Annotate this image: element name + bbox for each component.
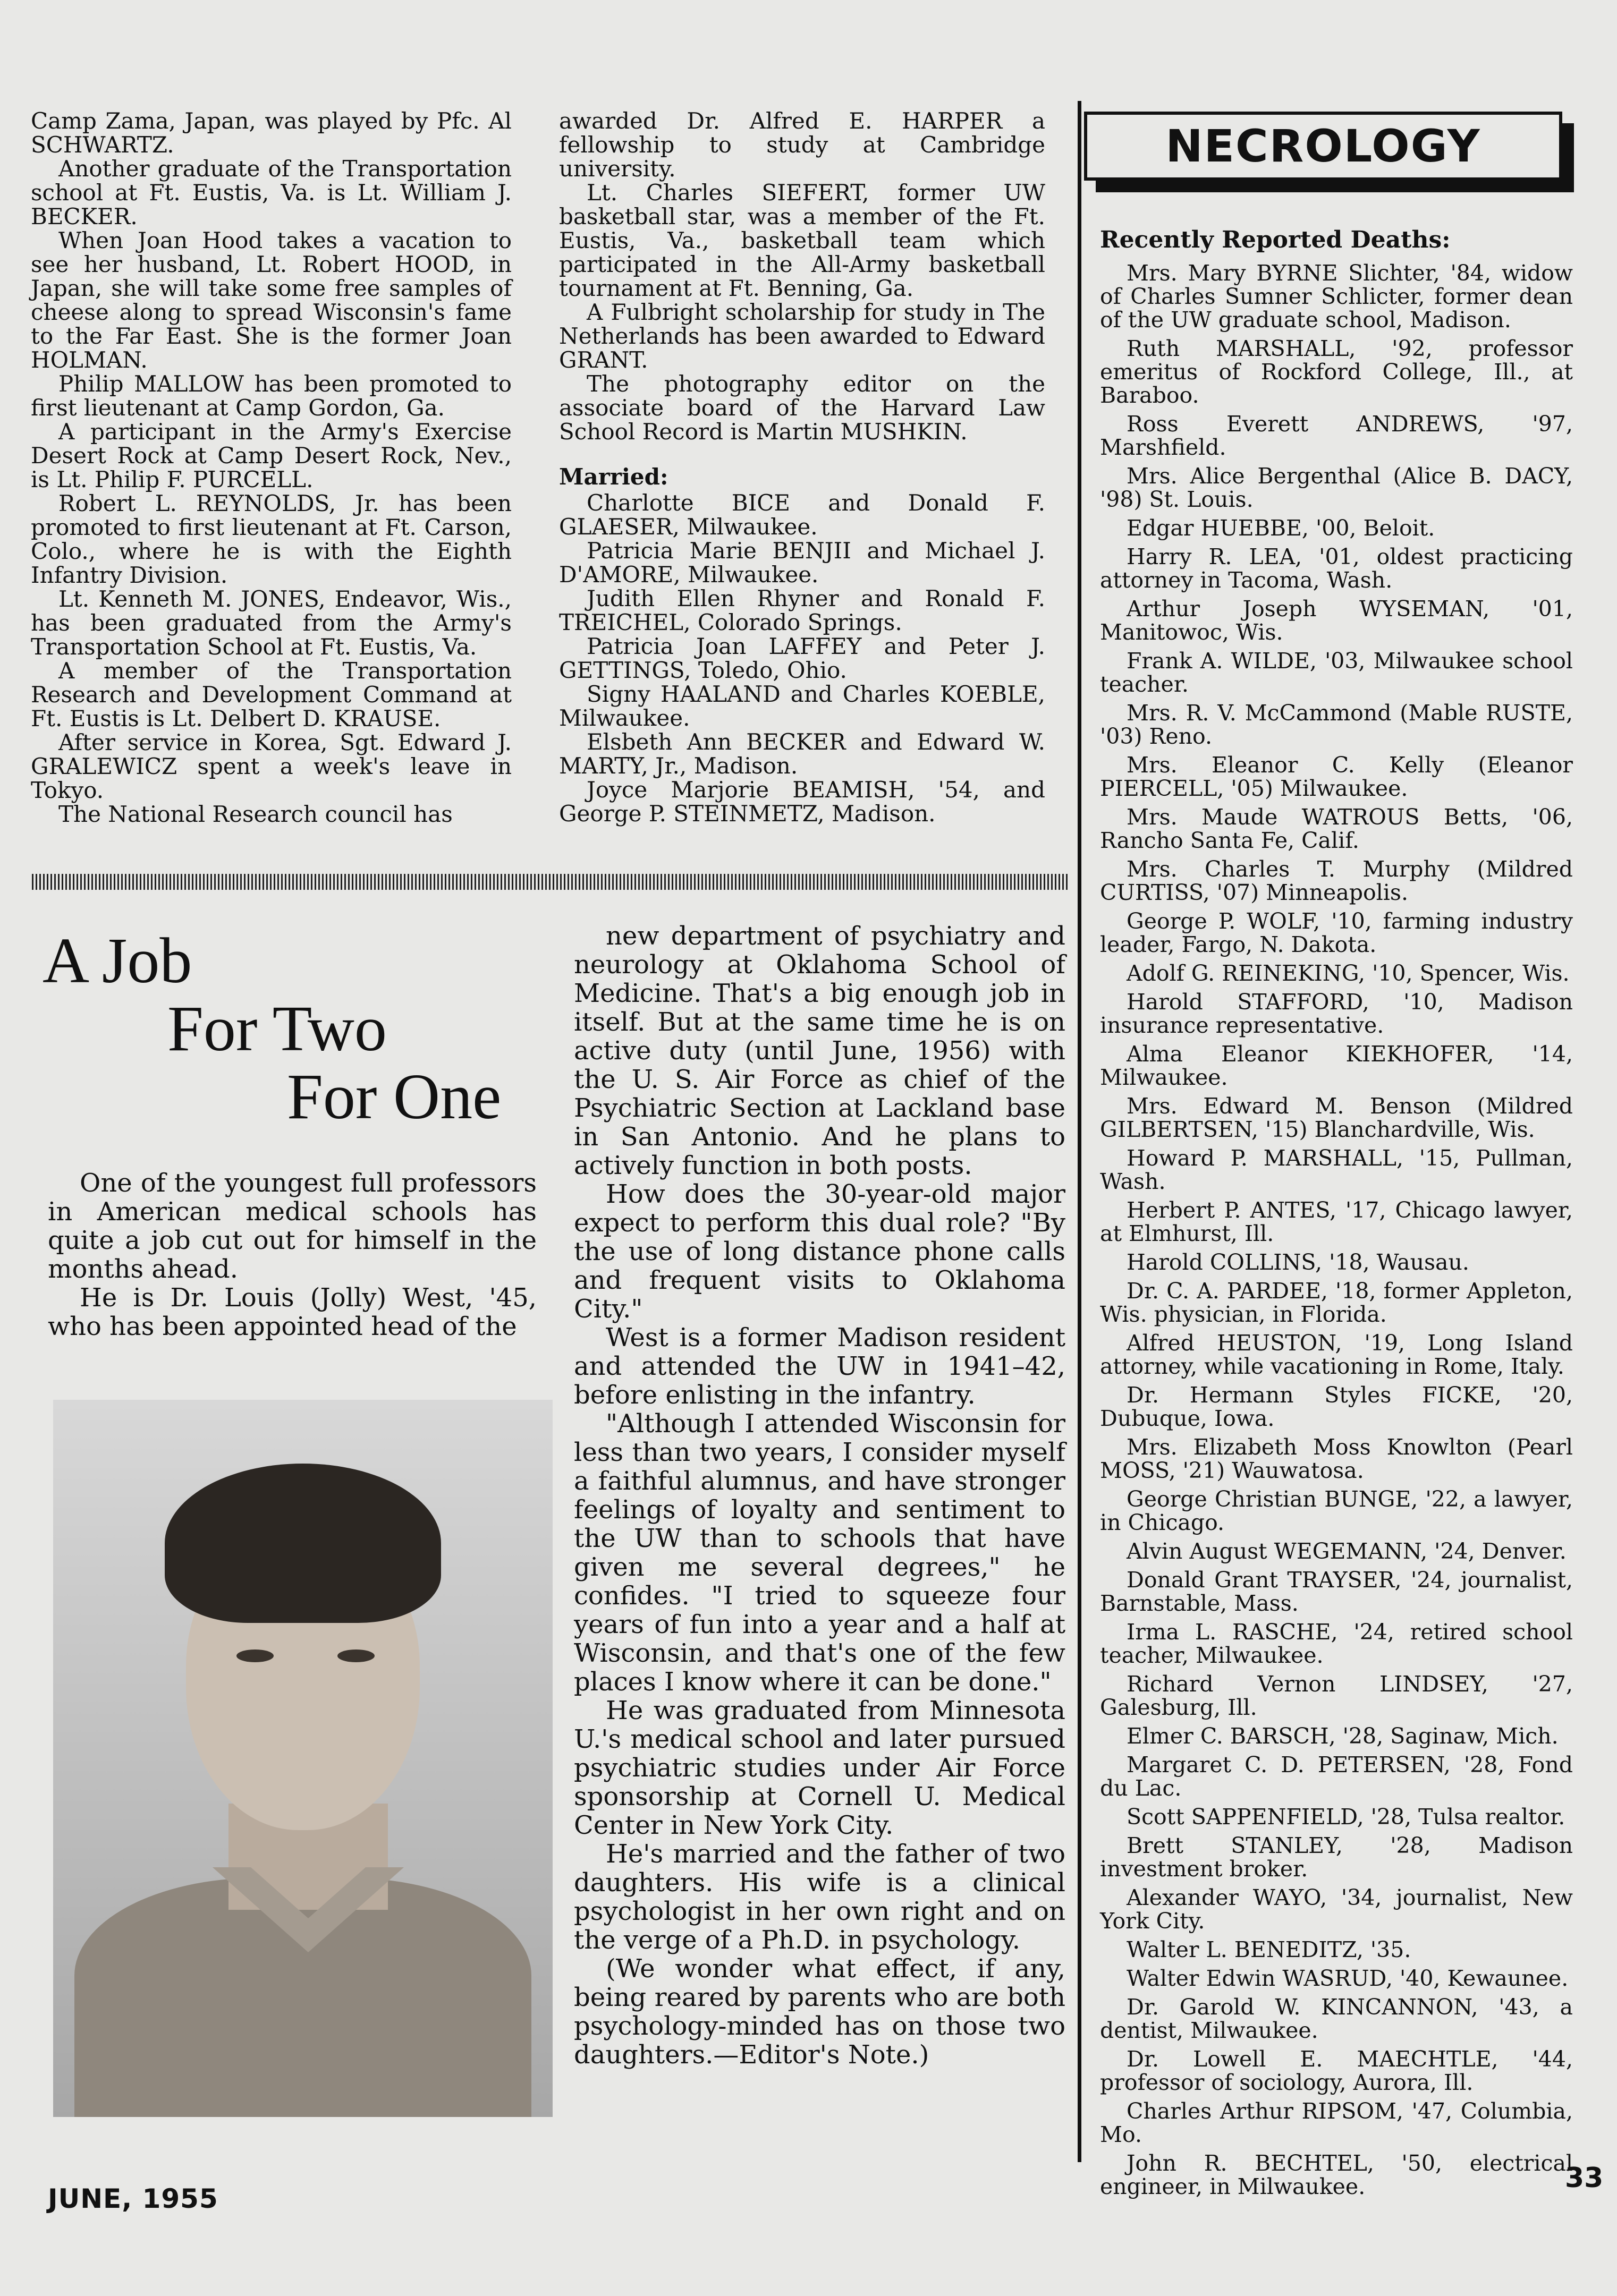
necrology-entry: John R. BECHTEL, '50, electrical engineer, in Milwaukee. (1100, 2150, 1573, 2199)
news-paragraph: Lt. Charles SIEFERT, former UW basketball star, was a member of the Ft. Eustis, Va., basketball team which participated in the All-Army basketball tournament at Ft. Benning, Ga. (559, 180, 1045, 301)
necrology-entry: Mrs. R. V. McCammond (Mable RUSTE, '03) Reno. (1100, 700, 1573, 749)
page-number: 33 (1565, 2162, 1604, 2194)
necrology-entry: Charles Arthur RIPSOM, '47, Columbia, Mo. (1100, 2098, 1573, 2147)
news-paragraph: Another graduate of the Transportation school at Ft. Eustis, Va. is Lt. William J. BECKER. (31, 156, 512, 229)
necrology-entry: Margaret C. D. PETERSEN, '28, Fond du Lac. (1100, 1752, 1573, 1801)
news-column-2 (559, 109, 1045, 826)
intro-paragraph: One of the youngest full professors in American medical schools has quite a job cut out for himself in the months ahead. (48, 1168, 537, 1284)
necrology-entry: Donald Grant TRAYSER, '24, journalist, Barnstable, Mass. (1100, 1567, 1573, 1616)
necrology-entry: Alexander WAYO, '34, journalist, New York City. (1100, 1885, 1573, 1934)
news-paragraph: Lt. Kenneth M. JONES, Endeavor, Wis., has been graduated from the Army's Transportation School at Ft. Eustis, Va. (31, 586, 512, 660)
headline-line-1: A Job (43, 925, 192, 997)
necrology-entry: Mrs. Charles T. Murphy (Mildred CURTISS, '07) Minneapolis. (1100, 856, 1573, 905)
body-paragraph: (We wonder what effect, if any, being reared by parents who are both psychology-minded has on those two daughters.—Editor's Note.) (574, 1954, 1065, 2070)
necrology-title: NECROLOGY (1165, 120, 1481, 172)
necrology-entry: Dr. C. A. PARDEE, '18, former Appleton, Wis. physician, in Florida. (1100, 1278, 1573, 1327)
necrology-entry: Richard Vernon LINDSEY, '27, Galesburg, Ill. (1100, 1671, 1573, 1720)
article-intro (48, 1169, 537, 1341)
married-entry: Joyce Marjorie BEAMISH, '54, and George P. STEINMETZ, Madison. (559, 777, 1045, 827)
issue-date: JUNE, 1955 (48, 2183, 218, 2214)
necrology-entry: Ruth MARSHALL, '92, professor emeritus of Rockford College, Ill., at Baraboo. (1100, 336, 1573, 408)
necrology-entry: Mrs. Mary BYRNE Slichter, '84, widow of Charles Sumner Schlicter, former dean of the UW graduate school, Madison. (1100, 260, 1573, 333)
necrology-entry: Howard P. MARSHALL, '15, Pullman, Wash. (1100, 1145, 1573, 1194)
married-entry: Patricia Joan LAFFEY and Peter J. GETTINGS, Toledo, Ohio. (559, 633, 1045, 683)
news-column-1 (31, 109, 512, 826)
necrology-entry: George P. WOLF, '10, farming industry leader, Fargo, N. Dakota. (1100, 908, 1573, 957)
necrology-entry: Mrs. Maude WATROUS Betts, '06, Rancho Santa Fe, Calif. (1100, 804, 1573, 853)
necrology-entry: Alfred HEUSTON, '19, Long Island attorney, while vacationing in Rome, Italy. (1100, 1330, 1573, 1379)
necrology-entry: Harry R. LEA, '01, oldest practicing attorney in Tacoma, Wash. (1100, 544, 1573, 593)
news-paragraph: A participant in the Army's Exercise Desert Rock at Camp Desert Rock, Nev., is Lt. Philip F. PURCELL. (31, 419, 512, 492)
married-heading: Married: (559, 464, 668, 490)
necrology-entry: Harold STAFFORD, '10, Madison insurance representative. (1100, 989, 1573, 1038)
necrology-subheading: Recently Reported Deaths: (1100, 226, 1451, 253)
necrology-entry: Elmer C. BARSCH, '28, Saginaw, Mich. (1127, 1723, 1559, 1749)
necrology-entry: Arthur Joseph WYSEMAN, '01, Manitowoc, Wis. (1100, 596, 1573, 645)
article-headline (43, 927, 537, 1131)
married-entry: Patricia Marie BENJII and Michael J. D'AMORE, Milwaukee. (559, 538, 1045, 588)
necrology-entry: Dr. Garold W. KINCANNON, '43, a dentist, Milwaukee. (1100, 1994, 1573, 2043)
headline-line-2: For Two (167, 993, 387, 1065)
necrology-entry: Mrs. Eleanor C. Kelly (Eleanor PIERCELL, '05) Milwaukee. (1100, 752, 1573, 801)
body-paragraph: He was graduated from Minnesota U.'s medical school and later pursued psychiatric studies under Air Force sponsorship at Cornell U. Medical Center in New York City. (574, 1696, 1065, 1840)
necrology-header-box (1084, 112, 1562, 181)
body-paragraph: He's married and the father of two daughters. His wife is a clinical psychologist in her own right and on the verge of a Ph.D. in psychology. (574, 1839, 1065, 1955)
married-entry: Judith Ellen Rhyner and Ronald F. TREICHEL, Colorado Springs. (559, 585, 1045, 635)
necrology-entry: Dr. Lowell E. MAECHTLE, '44, professor of sociology, Aurora, Ill. (1100, 2046, 1573, 2095)
necrology-entry: Adolf G. REINEKING, '10, Spencer, Wis. (1127, 960, 1570, 986)
necrology-entry: Dr. Hermann Styles FICKE, '20, Dubuque, Iowa. (1100, 1382, 1573, 1431)
necrology-entry: Walter L. BENEDITZ, '35. (1127, 1937, 1411, 1962)
portrait-photo (53, 1400, 553, 2117)
body-paragraph: new department of psychiatry and neurology at Oklahoma School of Medicine. That's a big enough job in itself. But at the same time he is on active duty (until June, 1956) with the U. S. Air Force as chief of the Psychiatric Section at Lackland base in San Antonio. And he plans to actively function in both posts. (574, 921, 1065, 1180)
necrology-entry: Herbert P. ANTES, '17, Chicago lawyer, at Elmhurst, Ill. (1100, 1197, 1573, 1246)
news-paragraph: Camp Zama, Japan, was played by Pfc. Al SCHWARTZ. (31, 108, 512, 158)
necrology-entry: Mrs. Elizabeth Moss Knowlton (Pearl MOSS, '21) Wauwatosa. (1100, 1434, 1573, 1483)
body-paragraph: How does the 30-year-old major expect to perform this dual role? "By the use of long distance phone calls and frequent visits to Oklahoma City." (574, 1179, 1065, 1324)
column-rule (1078, 101, 1081, 2162)
necrology-column (1100, 228, 1573, 2204)
news-paragraph: A Fulbright scholarship for study in The Netherlands has been awarded to Edward GRANT. (559, 299, 1045, 373)
news-paragraph: A member of the Transportation Research and Development Command at Ft. Eustis is Lt. Delbert D. KRAUSE. (31, 658, 512, 732)
necrology-entry: Alma Eleanor KIEKHOFER, '14, Milwaukee. (1100, 1041, 1573, 1090)
necrology-entry: Mrs. Edward M. Benson (Mildred GILBERTSEN, '15) Blanchardville, Wis. (1100, 1093, 1573, 1142)
news-paragraph: After service in Korea, Sgt. Edward J. GRALEWICZ spent a week's leave in Tokyo. (31, 729, 512, 803)
intro-paragraph: He is Dr. Louis (Jolly) West, '45, who has been appointed head of the (48, 1283, 537, 1341)
necrology-entry: Ross Everett ANDREWS, '97, Marshfield. (1100, 411, 1573, 460)
news-paragraph: When Joan Hood takes a vacation to see her husband, Lt. Robert HOOD, in Japan, she will take some free samples of cheese along to spread Wisconsin's fame to the Far East. She is the former Joan HOLMAN. (31, 227, 512, 373)
body-paragraph: West is a former Madison resident and attended the UW in 1941–42, before enlisting in the infantry. (574, 1323, 1065, 1410)
married-entry: Signy HAALAND and Charles KOEBLE, Milwaukee. (559, 681, 1045, 731)
article-body (574, 922, 1065, 2069)
married-entry: Elsbeth Ann BECKER and Edward W. MARTY, Jr., Madison. (559, 729, 1045, 779)
news-paragraph: The photography editor on the associate board of the Harvard Law School Record is Martin MUSHKIN. (559, 371, 1045, 445)
necrology-list (1100, 261, 1573, 2198)
necrology-entry: Brett STANLEY, '28, Madison investment broker. (1100, 1833, 1573, 1882)
necrology-entry: Edgar HUEBBE, '00, Beloit. (1127, 515, 1435, 541)
section-divider (32, 874, 1068, 890)
necrology-entry: Irma L. RASCHE, '24, retired school teacher, Milwaukee. (1100, 1619, 1573, 1668)
body-paragraph: "Although I attended Wisconsin for less than two years, I consider myself a faithful alumnus, and have stronger feelings of loyalty and sentiment to the UW than to schools that have given me several degrees," he confides. "I tried to squeeze four years of fun into a year and a half at Wisconsin, and that's one of the few places I know where it can be done." (574, 1409, 1065, 1697)
necrology-entry: Walter Edwin WASRUD, '40, Kewaunee. (1127, 1966, 1569, 1991)
headline-line-3: For One (287, 1061, 502, 1133)
news-paragraph: Robert L. REYNOLDS, Jr. has been promoted to first lieutenant at Ft. Carson, Colo., where he is with the Eighth Infantry Division. (31, 490, 512, 588)
necrology-entry: Harold COLLINS, '18, Wausau. (1127, 1249, 1469, 1275)
married-entry: Charlotte BICE and Donald F. GLAESER, Milwaukee. (559, 490, 1045, 540)
necrology-entry: George Christian BUNGE, '22, a lawyer, in Chicago. (1100, 1486, 1573, 1535)
necrology-entry: Mrs. Alice Bergenthal (Alice B. DACY, '98) St. Louis. (1100, 463, 1573, 512)
news-paragraph: awarded Dr. Alfred E. HARPER a fellowship to study at Cambridge university. (559, 108, 1045, 182)
necrology-entry: Alvin August WEGEMANN, '24, Denver. (1127, 1538, 1567, 1564)
necrology-entry: Frank A. WILDE, '03, Milwaukee school teacher. (1100, 648, 1573, 697)
news-paragraph: The National Research council has (58, 801, 453, 827)
news-paragraph: Philip MALLOW has been promoted to first lieutenant at Camp Gordon, Ga. (31, 371, 512, 421)
necrology-entry: Scott SAPPENFIELD, '28, Tulsa realtor. (1127, 1804, 1565, 1830)
